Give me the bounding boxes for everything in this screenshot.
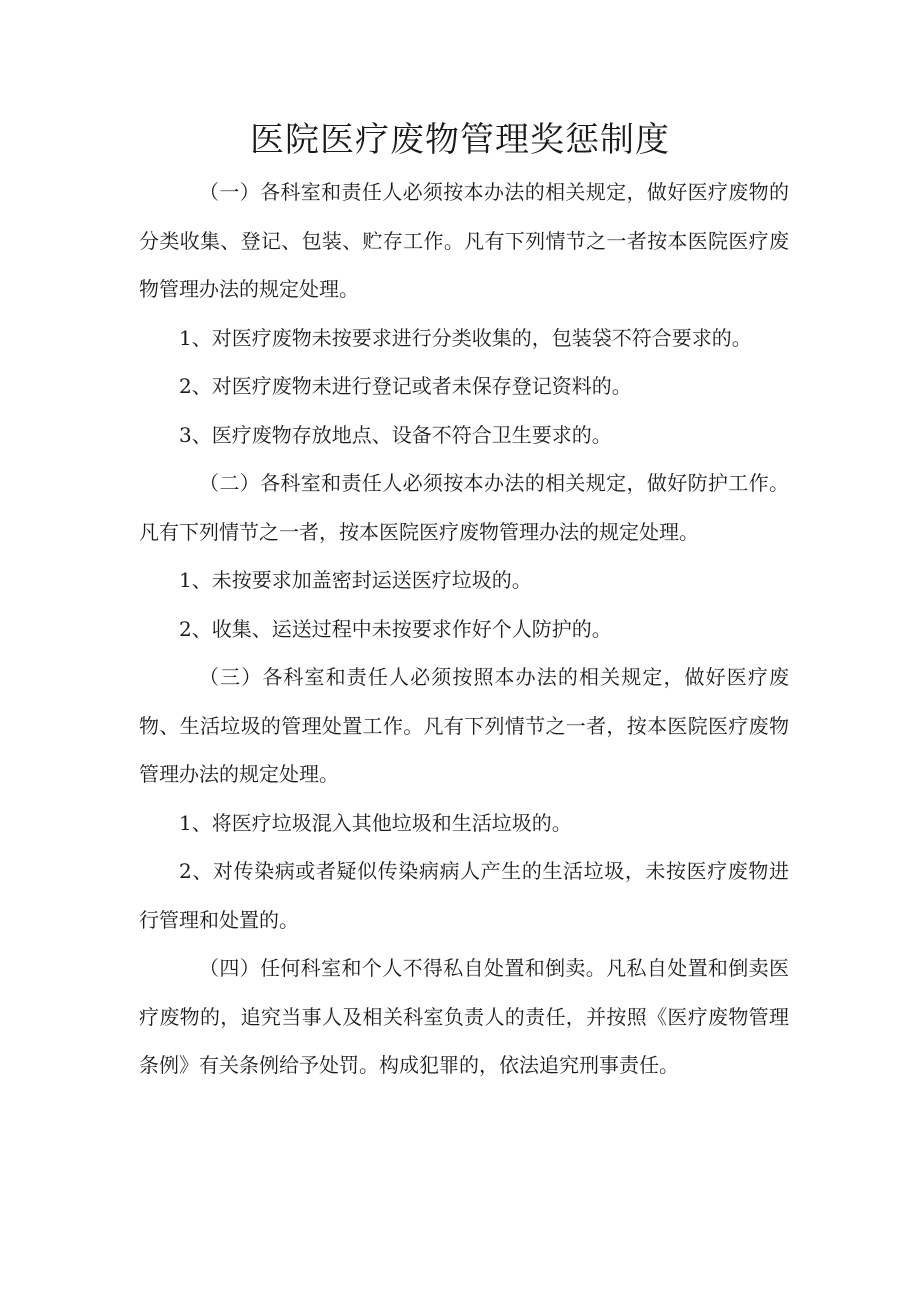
section-1-paragraph: （一）各科室和责任人必须按本办法的相关规定，做好医疗废物的分类收集、登记、包装、贮存工作。凡有下列情节之一者按本医院医疗废物管理办法的规定处理。 — [139, 180, 789, 301]
section-4-paragraph: （四）任何科室和个人不得私自处置和倒卖。凡私自处置和倒卖医疗废物的，追究当事人及相关科室负责人的责任，并按照《医疗废物管理条例》有关条例给予处罚。构成犯罪的，依法追究刑事责任。 — [139, 956, 789, 1077]
document-body — [139, 168, 789, 1090]
section-2-item-1: 1、未按要求加盖密封运送医疗垃圾的。 — [179, 568, 532, 592]
section-3-paragraph: （三）各科室和责任人必须按照本办法的相关规定，做好医疗废物、生活垃圾的管理处置工作。凡有下列情节之一者，按本医院医疗废物管理办法的规定处理。 — [139, 665, 789, 786]
document-title: 医院医疗废物管理奖惩制度 — [250, 120, 670, 160]
section-1-item-2: 2、对医疗废物未进行登记或者未保存登记资料的。 — [179, 374, 632, 398]
section-3-item-2: 2、对传染病或者疑似传染病病人产生的生活垃圾，未按医疗废物进行管理和处置的。 — [139, 859, 789, 932]
section-1-item-1: 1、对医疗废物未按要求进行分类收集的，包装袋不符合要求的。 — [179, 325, 752, 350]
section-1-item-3: 3、医疗废物存放地点、设备不符合卫生要求的。 — [179, 422, 612, 447]
section-2-paragraph: （二）各科室和责任人必须按本办法的相关规定，做好防护工作。凡有下列情节之一者，按本医院医疗废物管理办法的规定处理。 — [139, 471, 789, 544]
section-2-item-2: 2、收集、运送过程中未按要求作好个人防护的。 — [179, 616, 612, 641]
section-3-item-1: 1、将医疗垃圾混入其他垃圾和生活垃圾的。 — [179, 810, 572, 835]
